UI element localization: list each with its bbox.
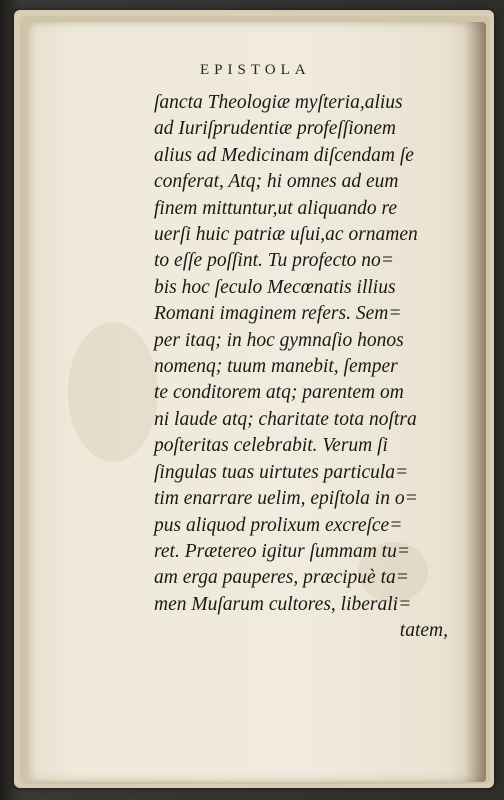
running-head: EPISTOLA [200,62,311,78]
text-line: alius ad Medicinam diſcendam ſe [154,144,414,166]
text-line: te conditorem atq; parentem om [154,382,404,404]
text-line: pus aliquod prolixum excreſce= [154,514,403,536]
text-line: ret. Prætereo igitur ſummam tu= [154,540,410,562]
text-line: ni laude atq; charitate tota noſtra [154,408,417,430]
text-line: ad Iuriſprudentiæ profeſſionem [154,118,396,140]
text-line: nomenq; tuum manebit, ſemper [154,356,398,378]
paper-stain [68,322,158,462]
gutter-shadow [464,22,486,782]
text-line: finem mittuntur,ut aliquando re [154,197,398,219]
text-line: am erga pauperes, præcipuè ta= [154,567,409,589]
text-line: men Muſarum cultores, liberali= [154,593,412,615]
body-text [154,90,454,645]
text-line: bis hoc ſeculo Mecœnatis illius [154,276,396,298]
text-line: Romani imaginem refers. Sem= [154,303,402,325]
text-line: ſingulas tuas uirtutes particula= [154,461,409,483]
text-line: conferat, Atq; hi omnes ad eum [154,171,399,193]
text-line: ſancta Theologiæ myſteria,alius [154,92,403,113]
text-line: tim enarrare uelim, epiſtola in o= [154,488,418,510]
text-line: poſteritas celebrabit. Verum ſi [154,435,388,457]
catchword: tatem, [399,620,448,642]
text-line: to eſſe poſſint. Tu profecto no= [154,250,394,272]
text-line: uerſi huic patriæ uſui,ac ornamen [154,224,418,246]
text-line: per itaq; in hoc gymnaſio honos [154,329,404,351]
